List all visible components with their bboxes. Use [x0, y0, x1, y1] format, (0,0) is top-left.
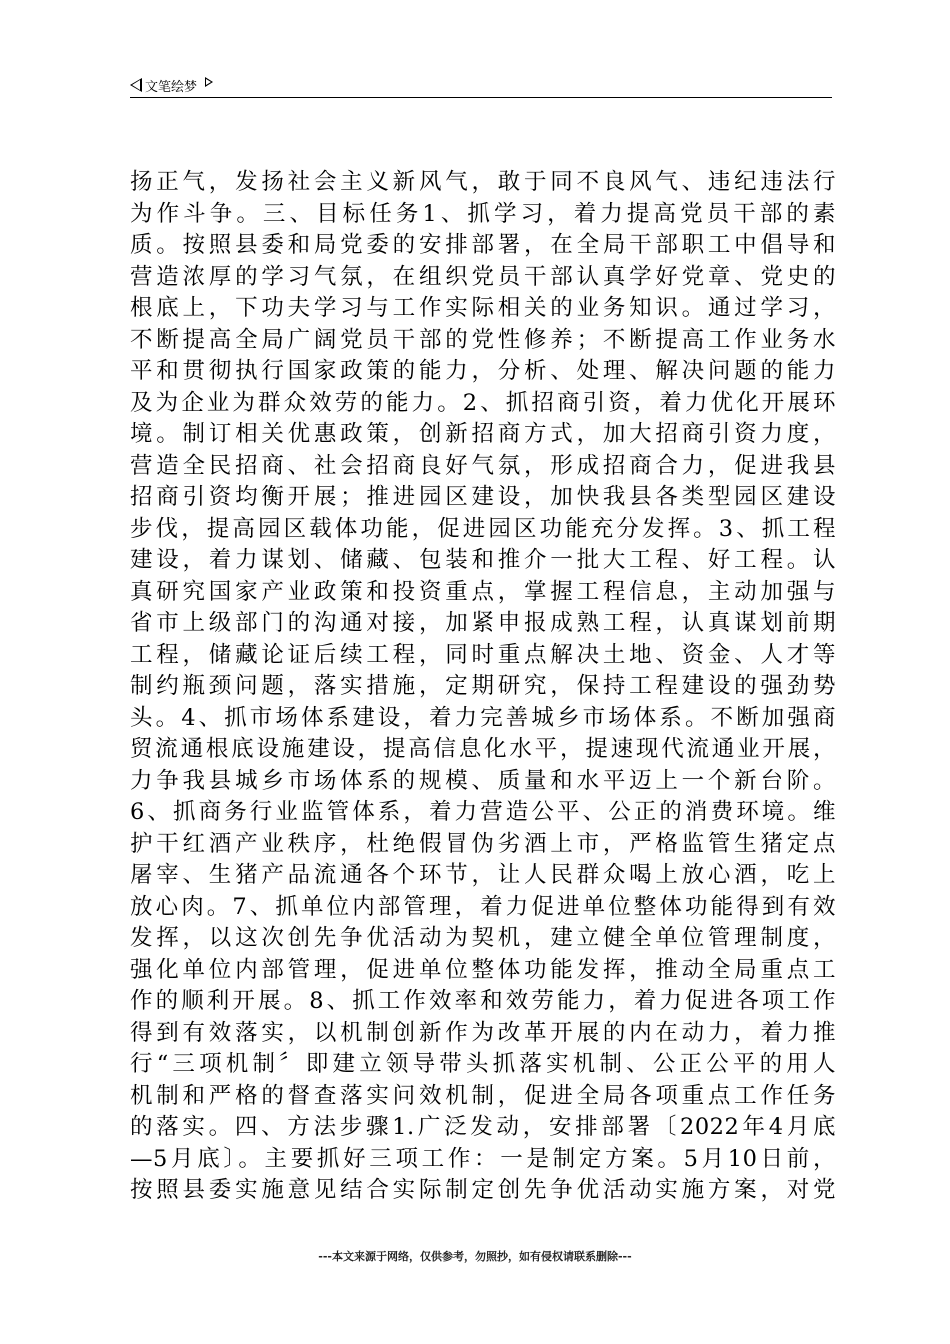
text-line: 境。制订相关优惠政策，创新招商方式，加大招商引资力度， — [130, 421, 836, 447]
text-line: 营造浓厚的学习气氛，在组织党员干部认真学好党章、党史的 — [130, 263, 836, 290]
text-line: 制约瓶颈问题，落实措施，定期研究，保持工程建设的强劲势 — [130, 673, 836, 699]
text-line: 扬正气，发扬社会主义新风气，敢于同不良风气、违纪违法行 — [130, 169, 836, 195]
text-line: 及为企业为群众效劳的能力。2、抓招商引资，着力优化开展环 — [130, 389, 836, 416]
text-line: 根底上，下功夫学习与工作实际相关的业务知识。通过学习， — [130, 295, 836, 321]
text-line: 力争我县城乡市场体系的规模、质量和水平迈上一个新台阶。 — [130, 767, 836, 794]
text-line: 不断提高全局广阔党员干部的党性修养；不断提高工作业务水 — [130, 326, 836, 353]
header-divider — [130, 97, 832, 98]
text-line: 步伐，提高园区载体功能，促进园区功能充分发挥。3、抓工程 — [130, 515, 836, 542]
text-line: 护干红酒产业秩序，杜绝假冒伪劣酒上市，严格监管生猪定点 — [130, 830, 836, 857]
text-line: 行“三项机制〞即建立领导带头抓落实机制、公正公平的用人 — [130, 1051, 836, 1077]
body-text — [130, 167, 836, 1207]
triangle-right-icon — [205, 77, 213, 87]
text-line: 为作斗争。三、目标任务1、抓学习，着力提高党员干部的素 — [130, 200, 836, 227]
text-line: 得到有效落实，以机制创新作为改革开展的内在动力，着力推 — [130, 1019, 836, 1046]
triangle-left-icon — [130, 78, 142, 92]
text-line: 头。4、抓市场体系建设，着力完善城乡市场体系。不断加强商 — [130, 704, 836, 731]
text-line: 招商引资均衡开展；推进园区建设，加快我县各类型园区建设 — [130, 484, 836, 510]
text-line: 放心肉。7、抓单位内部管理，着力促进单位整体功能得到有效 — [130, 893, 836, 920]
text-line: 真研究国家产业政策和投资重点，掌握工程信息，主动加强与 — [130, 578, 836, 605]
text-line: 营造全民招商、社会招商良好气氛，形成招商合力，促进我县 — [130, 452, 836, 479]
footer-disclaimer: ---本文来源于网络，仅供参考，勿照抄，如有侵权请联系删除--- — [318, 1250, 632, 1263]
text-line: 强化单位内部管理，促进单位整体功能发挥，推动全局重点工 — [130, 956, 836, 983]
text-line: 工程，储藏论证后续工程，同时重点解决土地、资金、人才等 — [130, 641, 836, 668]
text-line: 的落实。四、方法步骤1.广泛发动，安排部署〔2022年4月底 — [130, 1114, 836, 1140]
header-title: 文笔绘梦 — [145, 79, 198, 95]
text-line: 作的顺利开展。8、抓工作效率和效劳能力，着力促进各项工作 — [130, 988, 836, 1014]
text-line: 机制和严格的督查落实问效机制，促进全局各项重点工作任务 — [130, 1082, 836, 1109]
text-line: 省市上级部门的沟通对接，加紧申报成熟工程，认真谋划前期 — [130, 610, 836, 636]
text-line: 发挥，以这次创先争优活动为契机，建立健全单位管理制度， — [130, 925, 836, 951]
text-line: 质。按照县委和局党委的安排部署，在全局干部职工中倡导和 — [130, 232, 836, 258]
text-line: 6、抓商务行业监管体系，着力营造公平、公正的消费环境。维 — [130, 799, 836, 825]
text-line: 贸流通根底设施建设，提高信息化水平，提速现代流通业开展， — [130, 736, 836, 762]
text-line: 按照县委实施意见结合实际制定创先争优活动实施方案，对党 — [130, 1177, 836, 1203]
text-line: —5月底〕。主要抓好三项工作：一是制定方案。5月10日前， — [130, 1145, 836, 1172]
document-header — [130, 74, 832, 96]
text-line: 屠宰、生猪产品流通各个环节，让人民群众喝上放心酒，吃上 — [130, 862, 836, 888]
text-line: 平和贯彻执行国家政策的能力，分析、处理、解决问题的能力 — [130, 358, 836, 384]
text-line: 建设，着力谋划、储藏、包装和推介一批大工程、好工程。认 — [130, 547, 836, 573]
